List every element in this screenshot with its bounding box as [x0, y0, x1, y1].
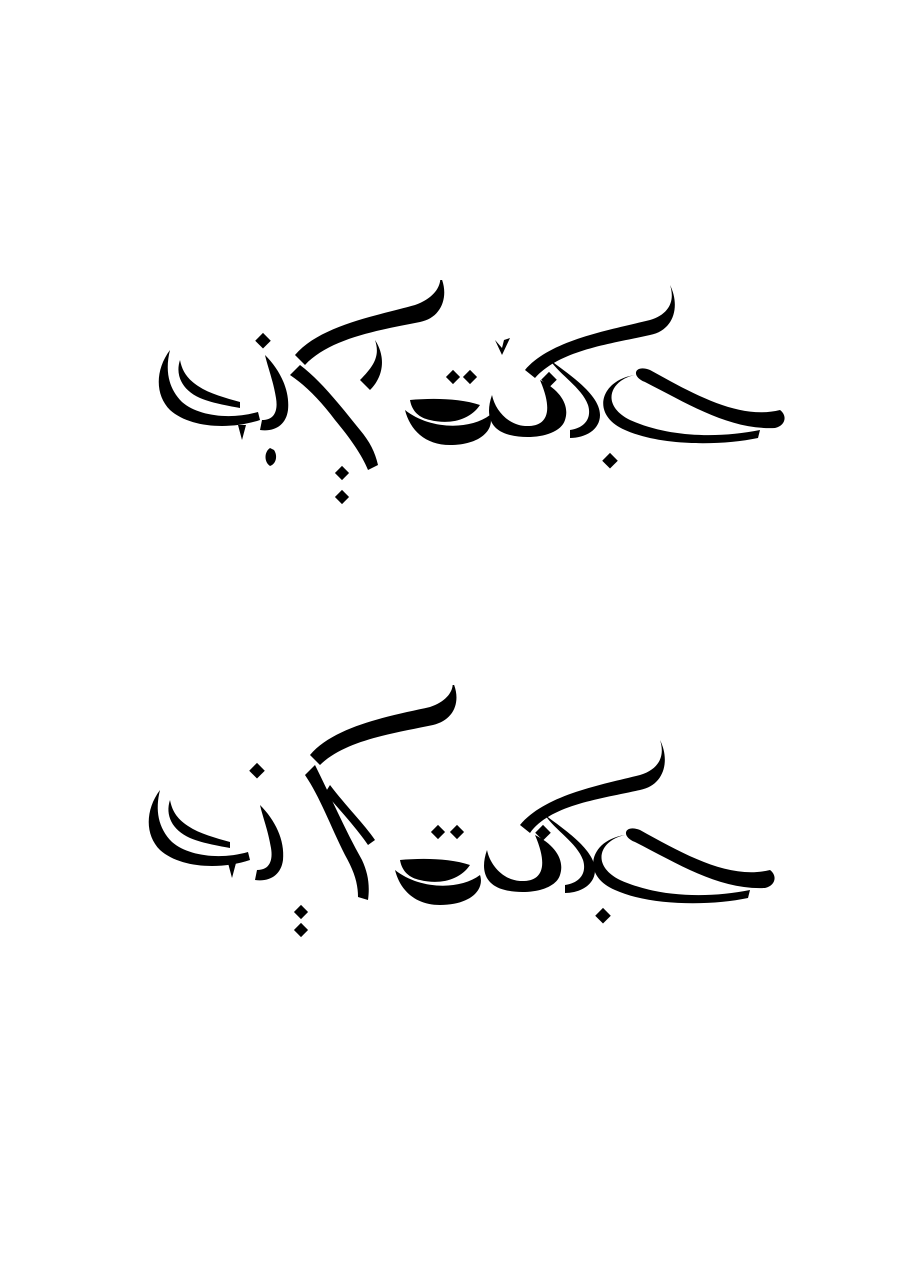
swash-right: [626, 828, 775, 888]
swash-right: [636, 368, 785, 428]
dot-b: [602, 453, 618, 469]
calligraphy-artwork-bottom: [130, 685, 810, 945]
dot-c: [446, 370, 460, 384]
rising-stroke-right: [525, 285, 675, 378]
dot-b: [595, 908, 611, 924]
loop-middle: [484, 835, 561, 892]
swash-right-tail: [593, 835, 750, 903]
calligraphy-drawing-top: [130, 280, 810, 540]
dot-d: [450, 825, 464, 839]
loop-middle: [489, 380, 566, 437]
dot-c: [431, 825, 445, 839]
faa-swash-left: [149, 790, 250, 866]
kaf-loop: [255, 805, 283, 880]
dot-d: [463, 370, 477, 384]
small-haa-mark: [266, 448, 277, 466]
artwork-lettering-top: [130, 540, 131, 541]
tick-mark: [228, 863, 236, 878]
dot-e: [294, 905, 308, 919]
faa-inner: [178, 360, 240, 408]
kaf-loop: [260, 355, 288, 430]
swash-right-tail: [603, 375, 760, 443]
hook-center: [360, 340, 382, 390]
small-v-mark: [495, 338, 510, 355]
calligraphy-artwork-top: [130, 280, 810, 540]
tick-mark: [238, 425, 246, 440]
faa-inner: [168, 800, 230, 848]
dot-g: [255, 333, 271, 349]
dot-e: [335, 466, 349, 480]
calligraphy-drawing-bottom: [130, 685, 810, 945]
rising-stroke-right: [520, 740, 665, 833]
rising-stroke-center: [310, 685, 456, 765]
dot-f: [294, 923, 308, 937]
taa-base: [410, 399, 480, 422]
artwork-lettering-bottom: [130, 945, 131, 946]
faa-swash-left: [159, 350, 260, 426]
dot-g: [249, 763, 265, 779]
rising-stroke-center: [295, 280, 444, 365]
taa-base: [400, 859, 470, 882]
dot-f: [335, 490, 349, 504]
